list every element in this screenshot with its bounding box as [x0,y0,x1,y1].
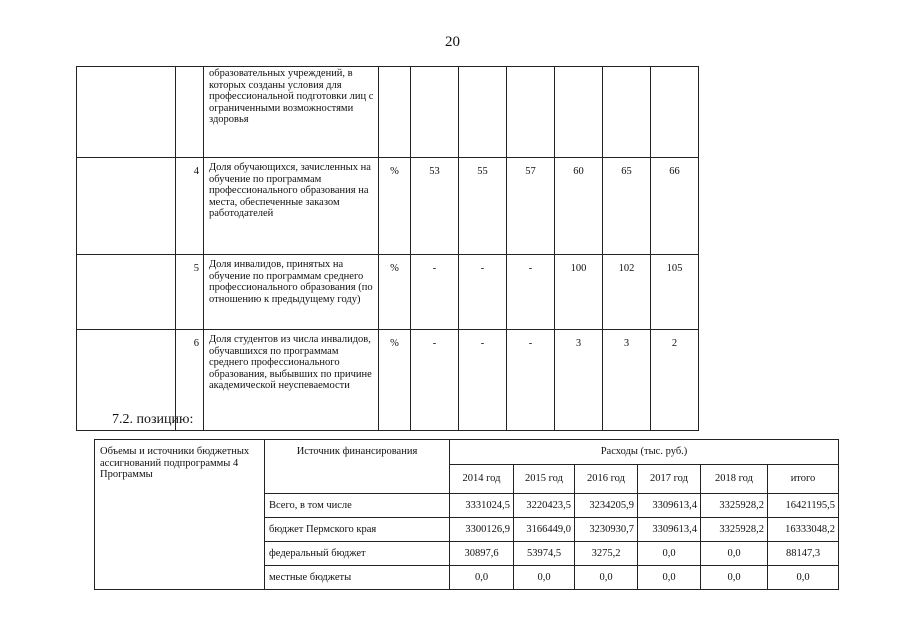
total-cell: 88147,3 [768,542,839,566]
value-cell: 3309613,4 [638,518,701,542]
source-cell: федеральный бюджет [265,542,450,566]
row-number: 6 [176,330,204,431]
value-cell: - [459,255,507,330]
budget-label: Объемы и источники бюджетных ассигнований подпрограммы 4 Программы [95,440,265,590]
section-subheading: 7.2. позицию: [112,412,194,427]
page-number: 20 [445,34,460,50]
value-cell: - [411,330,459,431]
budget-table [94,439,839,590]
table-row [77,158,699,255]
empty-cell [77,67,176,158]
table-header-row [95,440,839,465]
value-cell: 3325928,2 [701,518,768,542]
table-row [77,67,699,158]
value-cell: - [411,255,459,330]
value-cell: 0,0 [638,542,701,566]
value-cell: 0,0 [701,566,768,590]
value-cell: 30897,6 [450,542,514,566]
value-cell: 3230930,7 [575,518,638,542]
value-cell: 60 [555,158,603,255]
value-cell: - [459,330,507,431]
value-cell: - [507,255,555,330]
source-cell: Всего, в том числе [265,494,450,518]
value-cell [555,67,603,158]
indicator-description: Доля инвалидов, принятых на обучение по программам среднего профессионального образования (по отношению к предыдущему году) [204,255,379,330]
indicator-description: образовательных учреждений, в которых созданы условия для профессиональной подготовки лиц с ограниченными возможностями здоровья [204,67,379,158]
source-header: Источник финансирования [265,440,450,494]
value-cell: 0,0 [638,566,701,590]
value-cell: 66 [651,158,699,255]
value-cell: 0,0 [701,542,768,566]
value-cell: 3 [603,330,651,431]
indicator-description: Доля обучающихся, зачисленных на обучение по программам профессионального образования на места, обеспеченные заказом работодателей [204,158,379,255]
value-cell: 55 [459,158,507,255]
value-cell: 3275,2 [575,542,638,566]
value-cell: 53 [411,158,459,255]
unit-cell: % [379,158,411,255]
value-cell: 3309613,4 [638,494,701,518]
value-cell [507,67,555,158]
total-cell: 16421195,5 [768,494,839,518]
value-cell [603,67,651,158]
year-header: 2014 год [450,465,514,494]
value-cell: 57 [507,158,555,255]
source-cell: местные бюджеты [265,566,450,590]
year-header: 2017 год [638,465,701,494]
value-cell: - [507,330,555,431]
value-cell: 100 [555,255,603,330]
year-header: 2015 год [514,465,575,494]
value-cell: 3331024,5 [450,494,514,518]
value-cell: 3220423,5 [514,494,575,518]
value-cell: 53974,5 [514,542,575,566]
value-cell [651,67,699,158]
value-cell: 2 [651,330,699,431]
total-cell: 16333048,2 [768,518,839,542]
unit-cell [379,67,411,158]
unit-cell: % [379,255,411,330]
row-number [176,67,204,158]
indicators-table [76,66,699,431]
total-header: итого [768,465,839,494]
unit-cell: % [379,330,411,431]
value-cell: 0,0 [575,566,638,590]
value-cell: 3234205,9 [575,494,638,518]
indicator-description: Доля студентов из числа инвалидов, обучавшихся по программам среднего профессионального образования, выбывших по причине академической неуспеваемости [204,330,379,431]
empty-cell [77,255,176,330]
value-cell: 3325928,2 [701,494,768,518]
value-cell: 0,0 [514,566,575,590]
value-cell: 65 [603,158,651,255]
value-cell: 105 [651,255,699,330]
expenses-header: Расходы (тыс. руб.) [450,440,839,465]
total-cell: 0,0 [768,566,839,590]
row-number: 5 [176,255,204,330]
table-row [77,255,699,330]
value-cell: 0,0 [450,566,514,590]
value-cell: 3166449,0 [514,518,575,542]
value-cell [459,67,507,158]
value-cell [411,67,459,158]
year-header: 2018 год [701,465,768,494]
year-header: 2016 год [575,465,638,494]
value-cell: 3 [555,330,603,431]
value-cell: 102 [603,255,651,330]
empty-cell [77,158,176,255]
source-cell: бюджет Пермского края [265,518,450,542]
row-number: 4 [176,158,204,255]
value-cell: 3300126,9 [450,518,514,542]
